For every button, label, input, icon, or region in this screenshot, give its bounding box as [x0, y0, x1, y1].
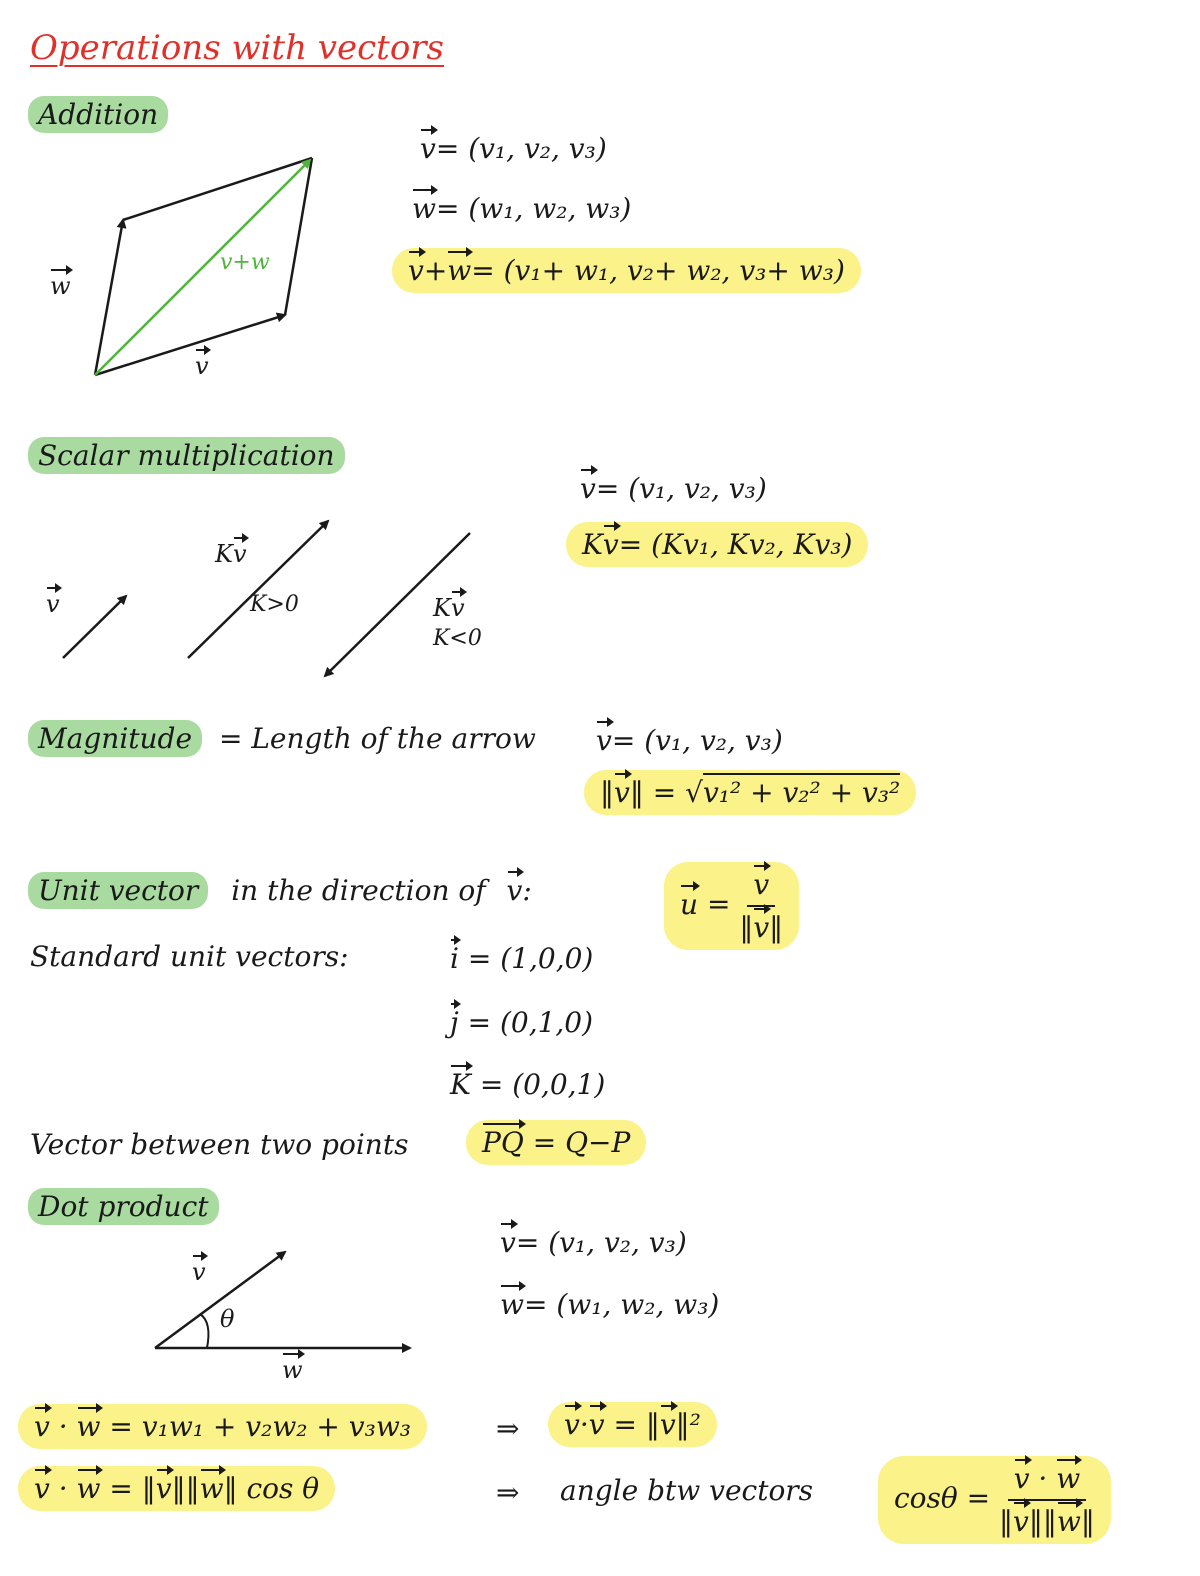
standard-unit-label: Standard unit vectors:: [30, 940, 349, 973]
scalar-kv-neg-label: Kv: [433, 594, 465, 622]
dot-v-arrow: [155, 1252, 285, 1348]
standard-k-vector: K = (0,0,1): [450, 1068, 606, 1101]
unit-vector-description: in the direction of: [231, 874, 486, 907]
dot-self-formula: v·v = ‖v‖²: [548, 1402, 717, 1447]
addition-heading: Addition: [28, 96, 168, 133]
magnitude-row: [28, 722, 536, 755]
dot-geometric-formula: v · w = ‖v‖‖w‖ cos θ: [18, 1466, 335, 1511]
addition-sum-formula: v+w= (v₁+ w₁, v₂+ w₂, v₃+ w₃): [392, 248, 861, 293]
implies-arrow-2: ⇒: [496, 1476, 520, 1509]
between-points-label: Vector between two points: [30, 1128, 409, 1161]
dot-v-definition: v= (v₁, v₂, v₃): [500, 1226, 687, 1259]
magnitude-formula: ‖v‖ = √v₁² + v₂² + v₃²: [584, 770, 916, 815]
dot-w-label: w: [282, 1356, 303, 1384]
dot-v-label: v: [192, 1258, 206, 1286]
addition-sum-arrow: [95, 160, 310, 375]
unit-vector-row: Unit vector in the direction of v:: [28, 874, 532, 907]
scalar-kv-positive-arrow: [188, 521, 328, 658]
scalar-heading: Scalar multiplication: [28, 437, 345, 474]
between-points-formula: PQ = Q−P: [466, 1120, 646, 1165]
magnitude-description: = Length of the arrow: [218, 722, 536, 755]
magnitude-v-definition: v= (v₁, v₂, v₃): [596, 724, 783, 757]
dot-w-definition: w= (w₁, w₂, w₃): [500, 1288, 720, 1321]
scalar-kv-pos-label: Kv: [215, 540, 247, 568]
addition-sum-label: v+w: [220, 250, 270, 275]
scalar-v-arrow: [63, 596, 126, 658]
unit-vector-heading: Unit vector: [28, 872, 208, 909]
dot-angle-arc: [200, 1314, 208, 1348]
addition-top-edge: [123, 158, 312, 220]
scalar-cond-positive: K>0: [250, 592, 299, 617]
dot-component-formula: v · w = v₁w₁ + v₂w₂ + v₃w₃: [18, 1404, 427, 1449]
dot-product-heading: Dot product: [28, 1188, 219, 1225]
angle-between-text: angle btw vectors: [560, 1474, 814, 1507]
scalar-v-label: v: [46, 590, 60, 618]
unit-vector-formula: u = $\frac{v}{‖v‖}$: [664, 862, 799, 950]
page-title: Operations with vectors: [30, 28, 444, 68]
cos-theta-formula: cosθ = $\frac{v \cdot w}{‖v‖‖w‖}$: [878, 1456, 1111, 1544]
dot-theta-label: θ: [220, 1305, 235, 1333]
implies-arrow-1: ⇒: [496, 1412, 520, 1445]
addition-v-label: v: [195, 352, 209, 380]
standard-j-vector: j = (0,1,0): [450, 1006, 594, 1039]
standard-i-vector: i = (1,0,0): [450, 942, 594, 975]
addition-v-definition: v= (v₁, v₂, v₃): [420, 132, 607, 165]
scalar-cond-negative: K<0: [433, 626, 482, 651]
scalar-kv-formula: Kv= (Kv₁, Kv₂, Kv₃): [566, 522, 868, 567]
addition-w-definition: w= (w₁, w₂, w₃): [412, 192, 632, 225]
addition-w-label: w: [50, 272, 71, 300]
scalar-v-definition: v= (v₁, v₂, v₃): [580, 472, 767, 505]
magnitude-heading: Magnitude: [28, 720, 202, 757]
